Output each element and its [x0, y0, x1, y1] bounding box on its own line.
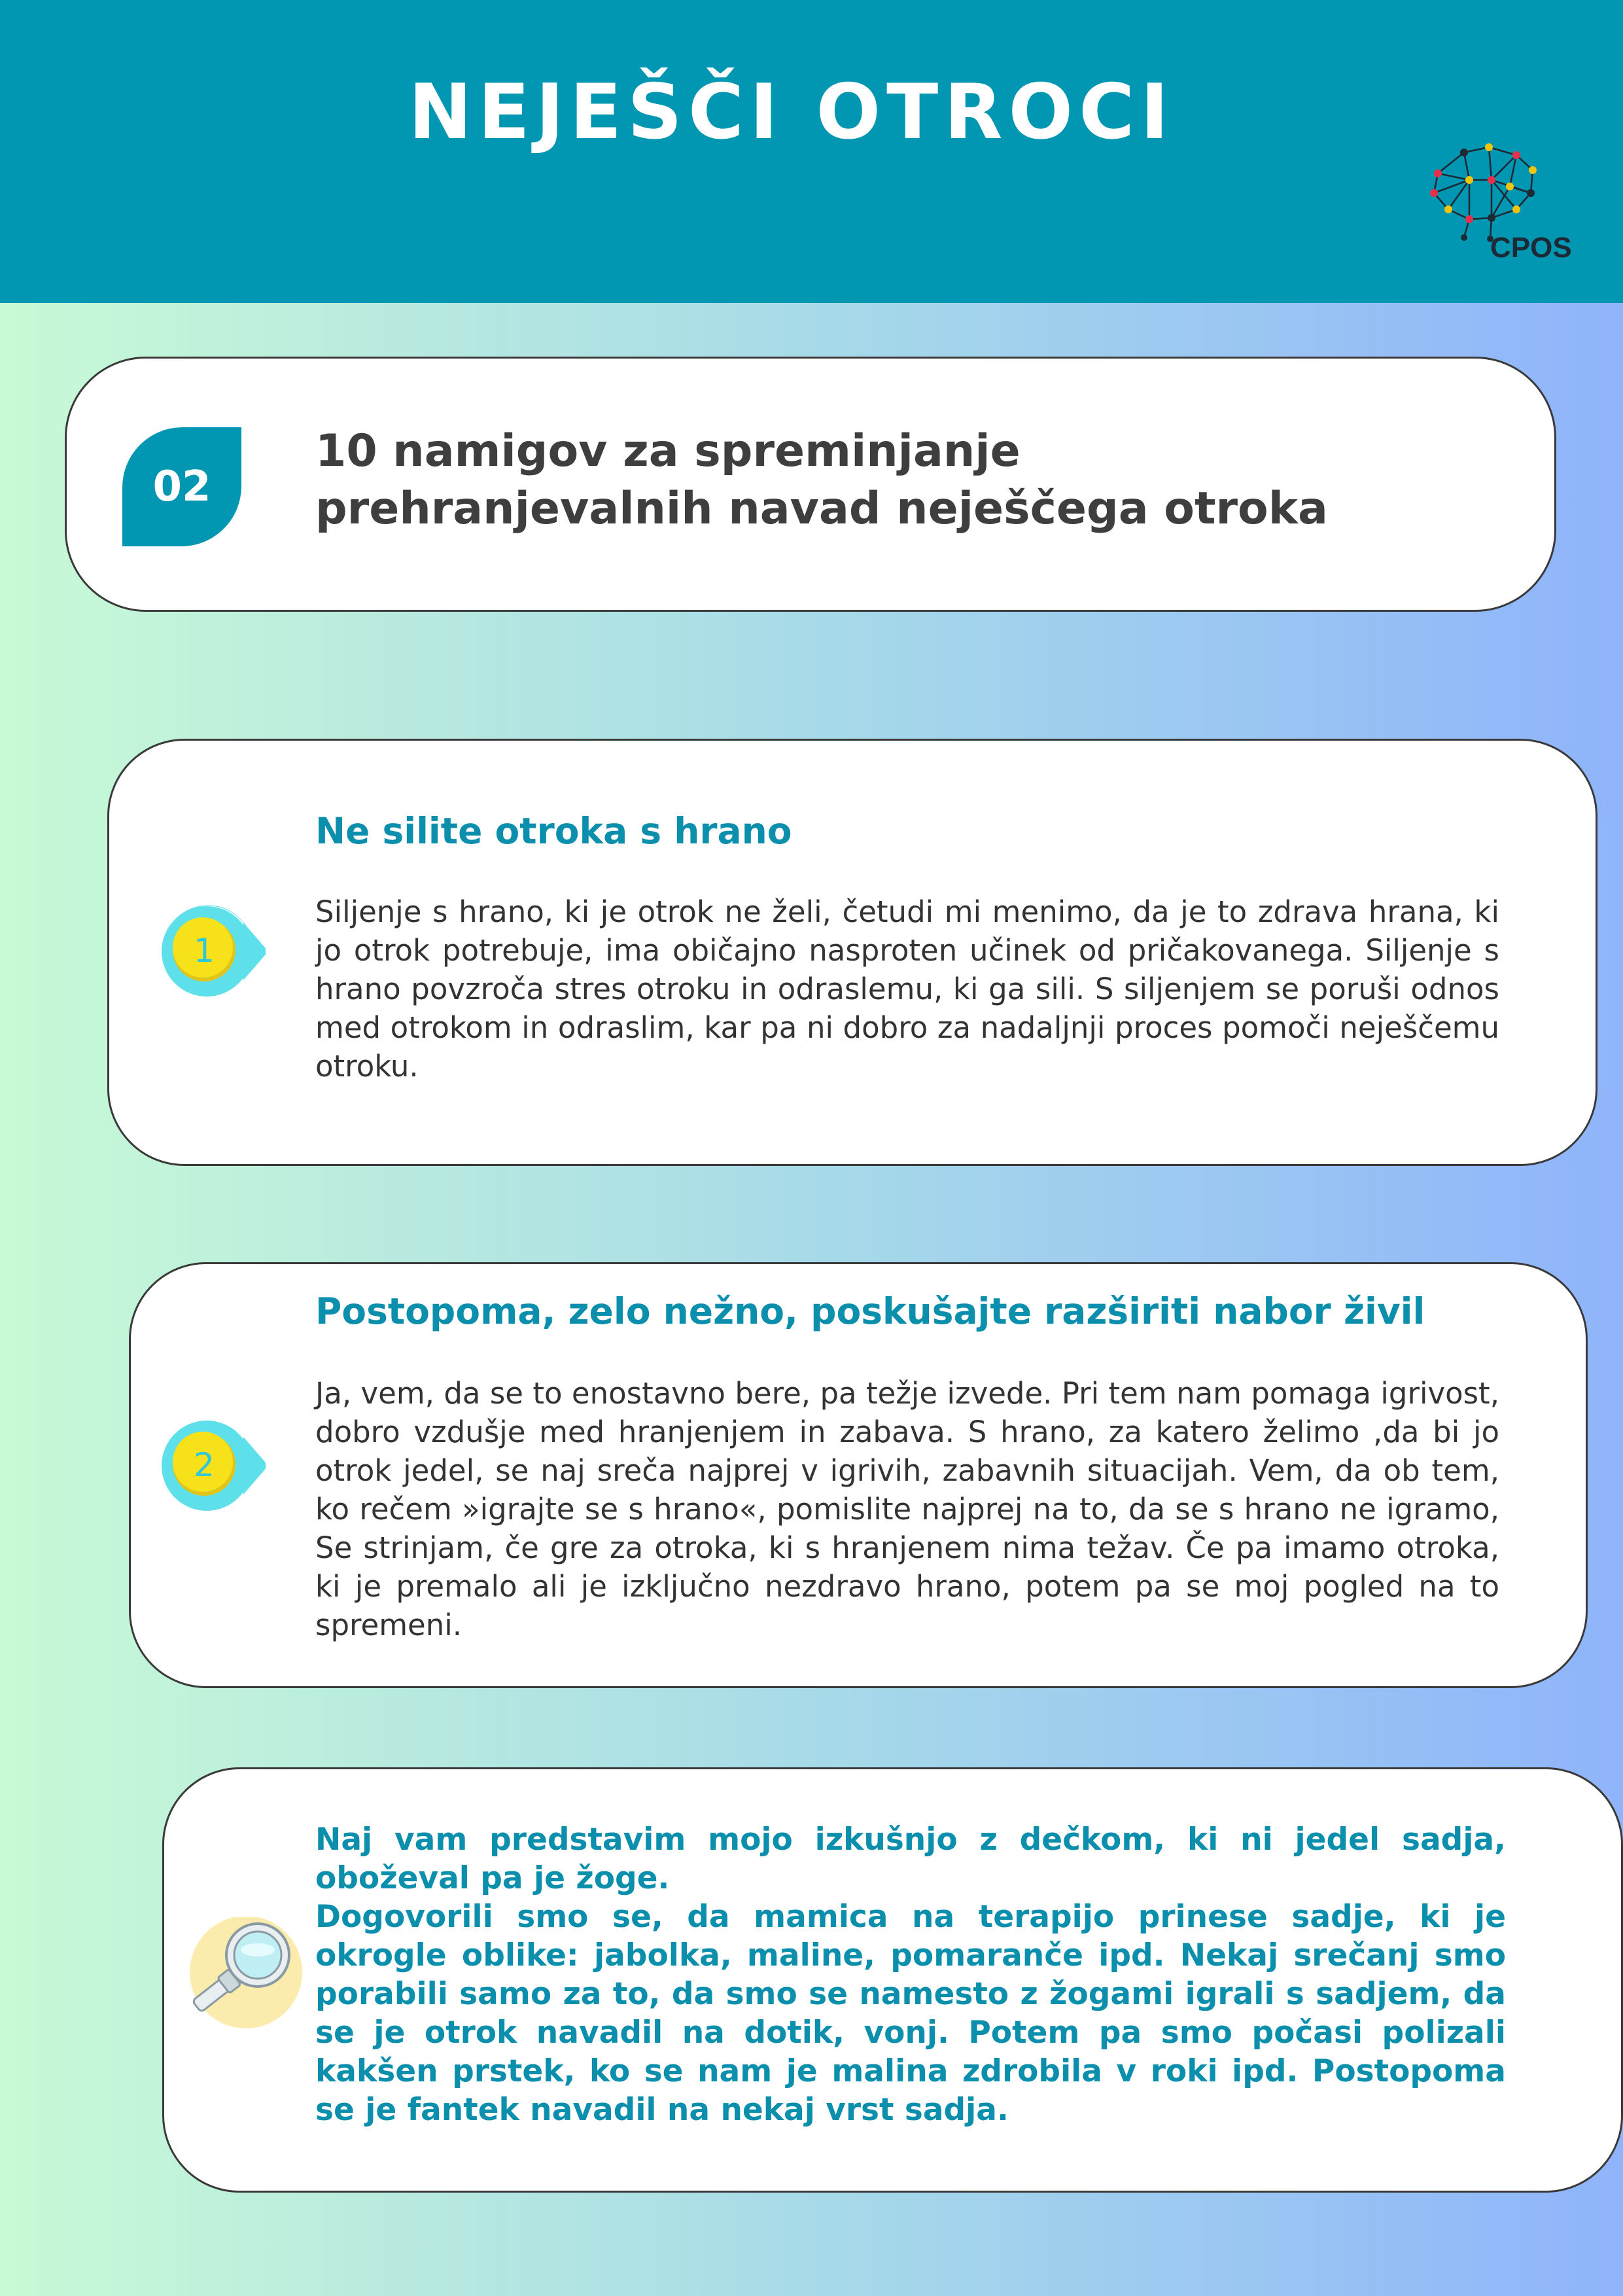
tip-number-badge-2	[150, 1408, 266, 1523]
tip-body-2: Ja, vem, da se to enostavno bere, pa težje izvede. Pri tem nam pomaga igrivost, dobro vzdušje med hranjenjem in zabava. S hrano, za katero želimo ,da bi jo otrok jedel, se naj sreča najprej v igrivih, zabavnih situacijah. Vem, da ob tem, ko rečem »igrajte se s hrano«, pomislite najprej na to, da se s hrano ne igramo, Se strinjam, če gre za otroka, ki s hranjenem nima težav. Če pa imamo otroka, ki je premalo ali je izključno nezdravo hrano, potem pa se moj pogled na to spremeni.	[315, 1376, 1499, 1642]
section-title: 10 namigov za spreminjanje prehranjevalnih navad neješčega otroka	[315, 425, 1328, 535]
magnifier-icon	[161, 1917, 305, 2039]
logo-text: CPOS	[1490, 232, 1572, 264]
tip-number-badge-1	[150, 894, 266, 1009]
header-banner	[0, 0, 1623, 303]
tip-heading-2: Postopoma, zelo nežno, poskušajte razširiti nabor živil	[315, 1290, 1425, 1332]
tip-body-1: Siljenje s hrano, ki je otrok ne želi, četudi mi menimo, da je to zdrava hrana, ki jo otrok potrebuje, ima običajno nasproten učinek od pričakovanega. Siljenje s hrano povzroča stres otroku in odraslemu, ki ga sili. S siljenjem se poruši odnos med otrokom in odraslim, kar pa ni dobro za nadaljnji proces pomoči neješčemu otroku.	[315, 894, 1499, 1084]
story-paragraph-1: Naj vam predstavim mojo izkušnjo z dečkom, ki ni jedel sadja, oboževal pa je žoge.	[315, 1822, 1506, 1896]
cpos-logo	[1418, 141, 1575, 265]
page-title: NEJEŠČI OTROCI	[408, 68, 1175, 156]
story-text	[315, 1820, 1506, 2129]
tip-number-2: 2	[194, 1446, 215, 1484]
tip-number-1: 1	[194, 932, 215, 970]
story-paragraph-2: Dogovorili smo se, da mamica na terapijo prinese sadje, ki je okrogle oblike: jabolka, maline, pomaranče ipd. Nekaj srečanj smo porabili samo za to, da smo se namesto z žogami igrali s sadjem, da se je otrok navadil na dotik, vonj. Potem pa smo počasi polizali kakšen prstek, ko se nam je malina zdrobila v roki ipd. Postopoma se je fantek navadil na nekaj vrst sadja.	[315, 1899, 1506, 2128]
section-number-badge: 02	[122, 427, 241, 546]
tip-heading-1: Ne silite otroka s hrano	[315, 810, 792, 852]
